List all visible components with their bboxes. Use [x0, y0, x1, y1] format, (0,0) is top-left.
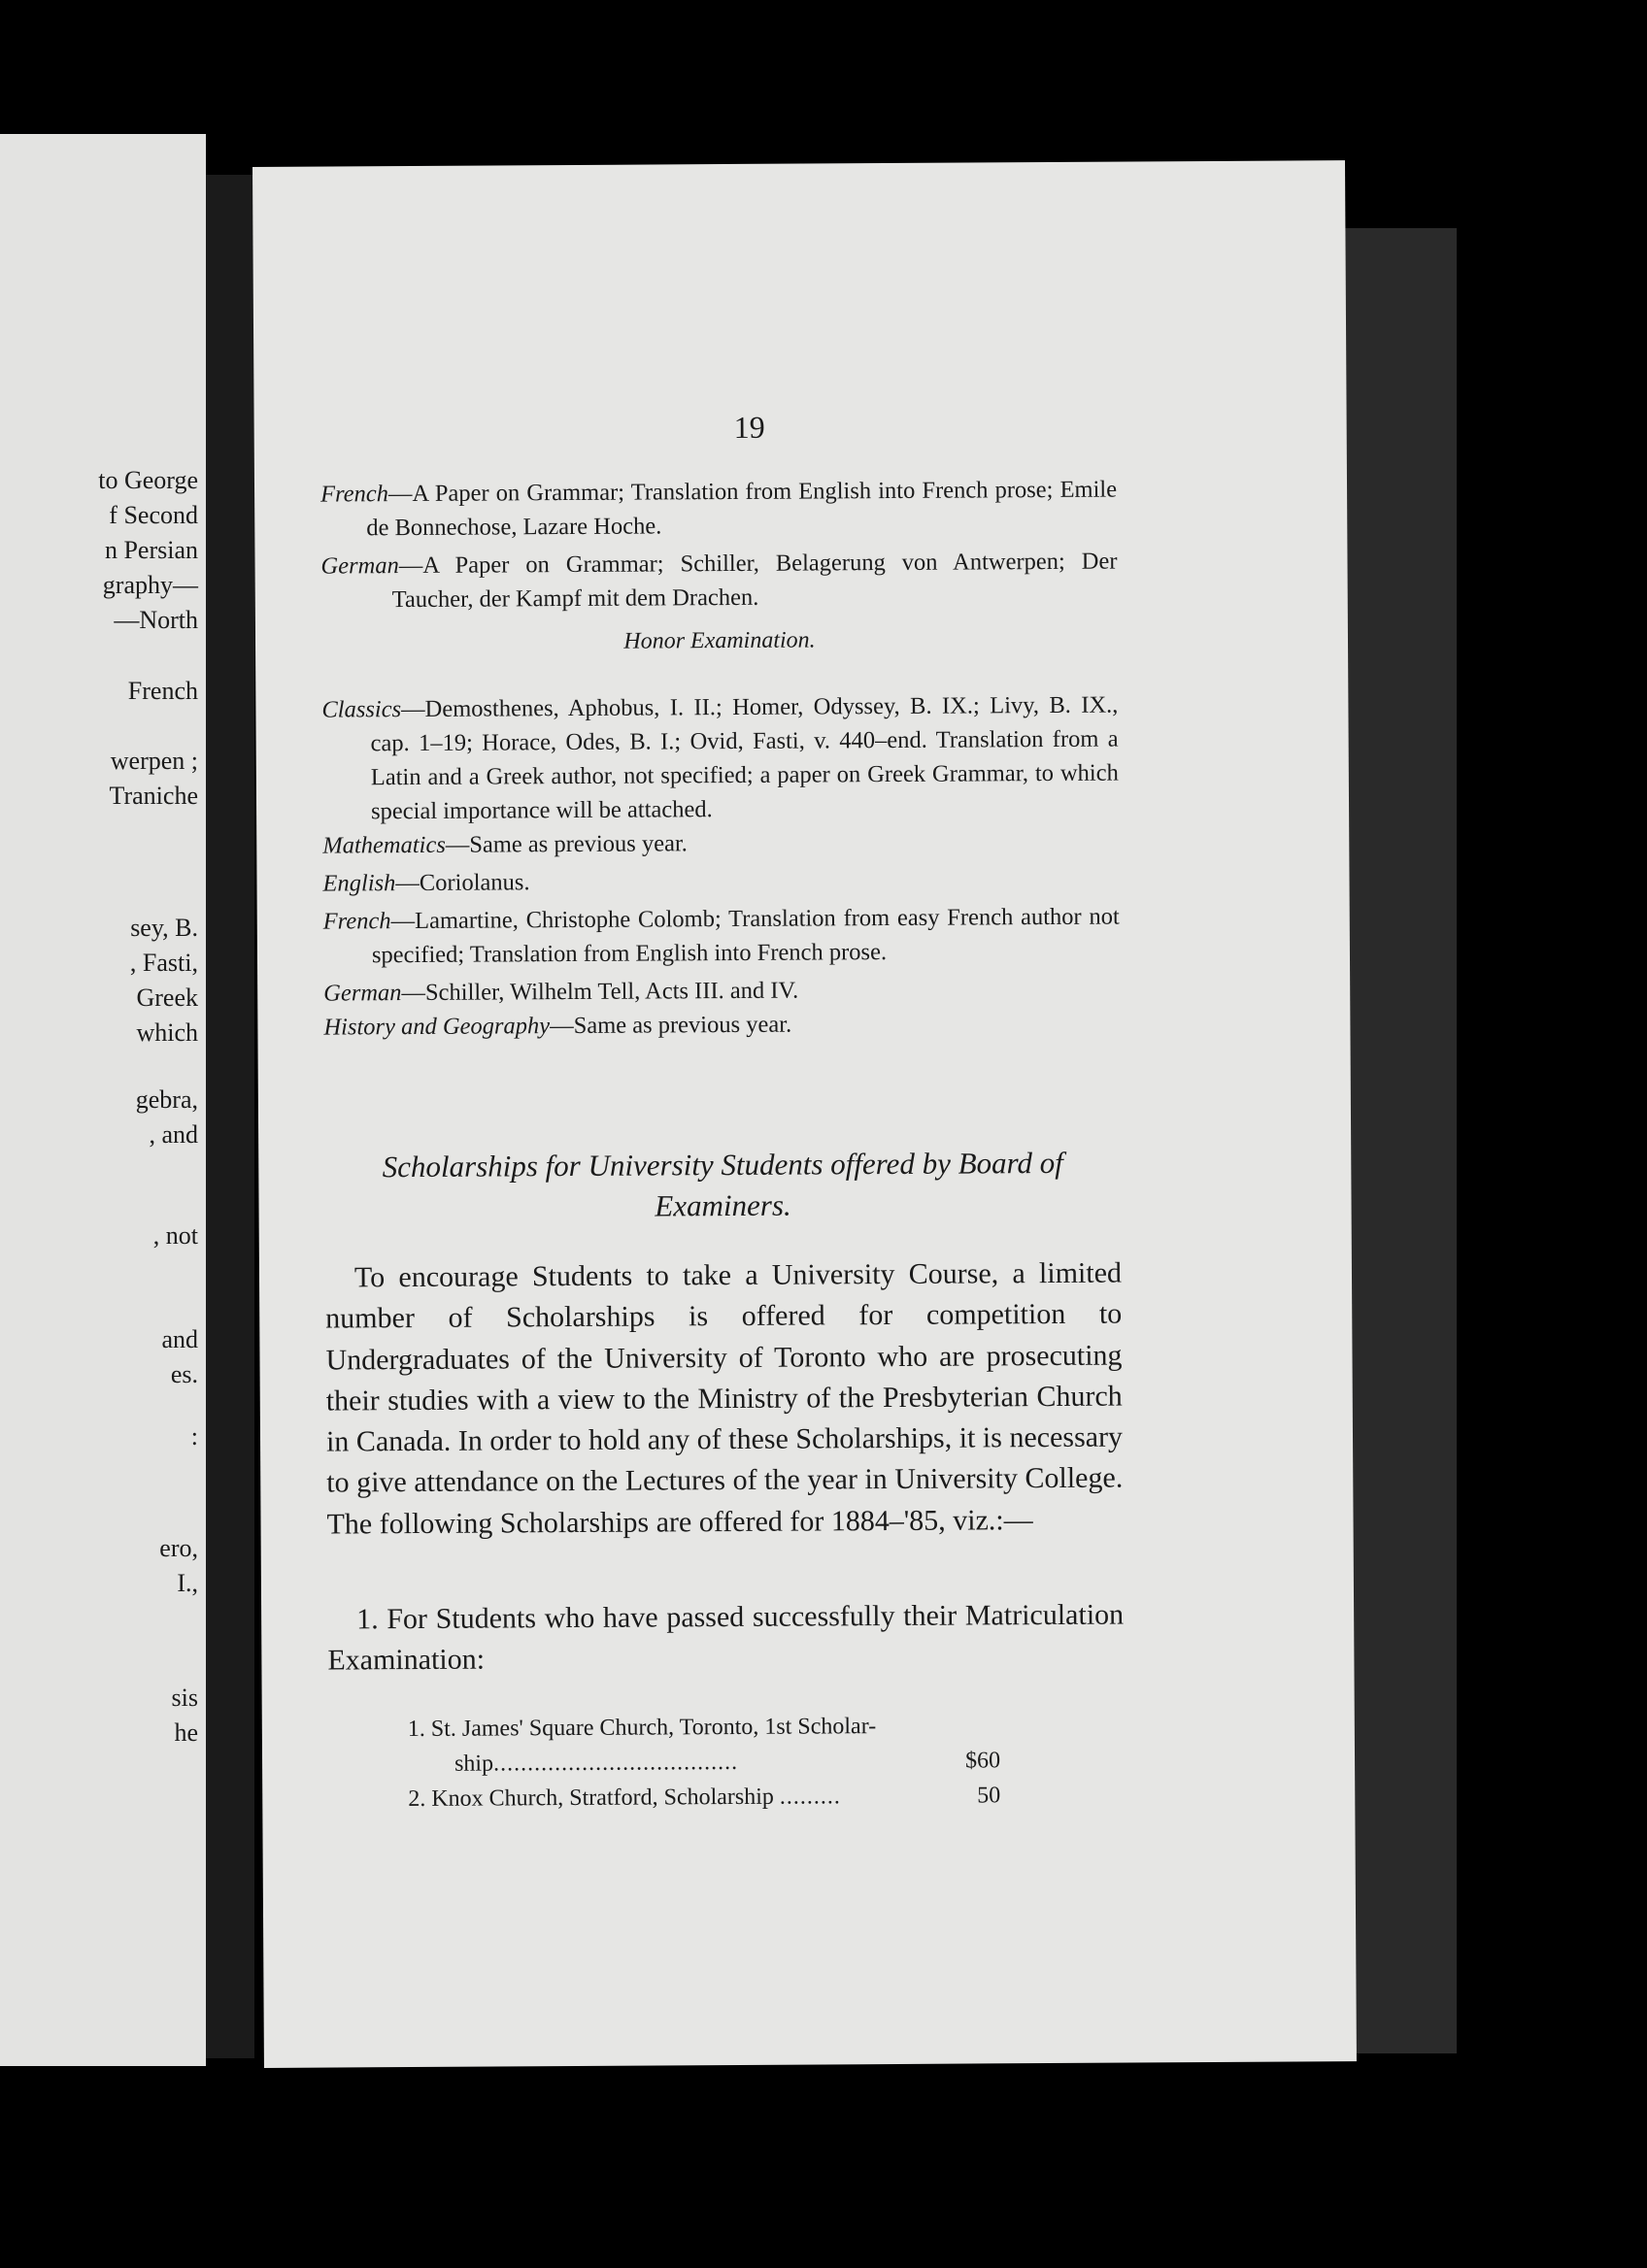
- list-item-name: Knox Church, Stratford, Scholarship: [431, 1784, 774, 1812]
- subject-text: —Same as previous year.: [550, 1011, 792, 1040]
- left-page-fragment: sey, B.: [130, 914, 198, 942]
- scholarship-list: [407, 1708, 1001, 1817]
- list-item: [408, 1708, 991, 1747]
- left-page-fragment: graphy—: [102, 571, 198, 599]
- pass-german-entry: [320, 545, 1117, 617]
- subject-label: German: [323, 980, 402, 1007]
- left-page-fragment: gebra,: [135, 1085, 198, 1114]
- subject-label: German: [320, 552, 399, 580]
- scholarships-heading: Scholarships for University Students offered by Board of Examiners.: [382, 1145, 1063, 1223]
- left-page-fragment: French: [127, 677, 198, 705]
- left-page-fragment: and: [161, 1325, 198, 1353]
- leader-dots: .........: [779, 1784, 841, 1810]
- left-page-fragment: , Fasti,: [129, 949, 198, 977]
- subject-label: History and Geography: [323, 1013, 551, 1041]
- subject-text: —Demosthenes, Aphobus, I. II.; Homer, Odyssey, B. IX.; Livy, B. IX., cap. 1–19; Horace, Odes, B. I.; Ovid, Fasti, v. 440–end. Translation from a Latin and a Greek author, not specified; a paper on Greek Grammar, to which special importance will be attached.: [370, 691, 1119, 825]
- honor-french-entry: [323, 900, 1120, 973]
- list-item-amount: 50: [977, 1783, 1001, 1809]
- subject-text: —Coriolanus.: [395, 869, 530, 897]
- subject-label: French: [319, 481, 388, 508]
- page-stack-shadow: [1340, 228, 1457, 2053]
- subject-text: —A Paper on Grammar; Translation from English into French prose; Emile de Bonnechose, Lazare Hoche.: [366, 476, 1118, 542]
- left-page-fragment: :: [190, 1422, 198, 1451]
- left-page-fragment: , and: [149, 1120, 198, 1149]
- pass-subjects: [320, 473, 1118, 617]
- leader-dots: ....................................: [492, 1749, 739, 1777]
- left-page-fragment: f Second: [109, 501, 198, 529]
- scholarships-intro-block: [325, 1253, 1124, 1546]
- subject-text: —Schiller, Wilhelm Tell, Acts III. and IV.: [401, 977, 799, 1007]
- left-page-fragment: Greek: [136, 984, 198, 1012]
- list-item-amount: $60: [964, 1748, 1001, 1774]
- page-number: 19: [733, 409, 765, 445]
- honor-german-entry: [323, 972, 1120, 1011]
- matriculation-block: [327, 1595, 1125, 1683]
- left-page-fragment: werpen ;: [110, 747, 198, 775]
- honor-examination-heading: Honor Examination.: [623, 627, 816, 654]
- matriculation-paragraph: 1. For Students who have passed successfully their Matriculation Examination:: [327, 1598, 1125, 1677]
- honor-subjects: [321, 688, 1120, 1045]
- left-page-fragment: he: [174, 1718, 198, 1747]
- left-page-fragment: —North: [114, 606, 198, 634]
- subject-label: Classics: [321, 696, 402, 723]
- list-item-number: 1.: [407, 1716, 425, 1743]
- subject-label: French: [322, 908, 391, 935]
- subject-label: English: [322, 870, 396, 897]
- pass-french-entry: [320, 473, 1117, 546]
- list-item-name-continued: ship: [454, 1751, 494, 1777]
- main-page: [252, 160, 1357, 2068]
- subject-text: —Lamartine, Christophe Colomb; Translation from easy French author not specified; Translation from English into French prose.: [371, 903, 1120, 969]
- left-page-fragment: Traniche: [109, 782, 198, 810]
- subject-text: —A Paper on Grammar; Schiller, Belagerung von Antwerpen; Der Taucher, der Kampf mit dem Drachen.: [391, 548, 1118, 614]
- left-page-fragment: , not: [152, 1221, 198, 1250]
- honor-mathematics-entry: [322, 824, 1119, 863]
- list-item-number: 2.: [408, 1785, 426, 1813]
- left-facing-page: [0, 134, 206, 2066]
- left-page-fragment: sis: [171, 1684, 198, 1712]
- honor-history-entry: [323, 1006, 1120, 1045]
- left-page-fragment: which: [136, 1018, 198, 1047]
- book-spine: [206, 175, 254, 2058]
- list-item: [408, 1778, 1001, 1817]
- left-page-fragment: n Persian: [104, 536, 198, 564]
- list-item-name: St. James' Square Church, Toronto, 1st Scholar-: [430, 1714, 877, 1742]
- left-page-fragment: I.,: [177, 1569, 198, 1597]
- honor-classics-entry: [321, 688, 1119, 829]
- subject-text: —Same as previous year.: [445, 830, 688, 858]
- subject-label: Mathematics: [322, 831, 446, 859]
- left-page-fragment: ero,: [159, 1534, 198, 1562]
- left-page-fragment: to George: [98, 466, 198, 494]
- left-page-fragment: es.: [170, 1360, 198, 1388]
- honor-english-entry: [322, 862, 1119, 901]
- list-item-continuation: [408, 1743, 1001, 1782]
- scholarships-intro: To encourage Students to take a University Course, a limited number of Scholarships is offered for competition to Undergraduates of the University of Toronto who are prosecuting their studies with a view to the Ministry of the Presbyterian Church in Canada. In order to hold any of these Scholarships, it is necessary to give attendance on the Lectures of the year in University College. The following Scholarships are offered for 1884–'85, viz.:—: [325, 1256, 1124, 1541]
